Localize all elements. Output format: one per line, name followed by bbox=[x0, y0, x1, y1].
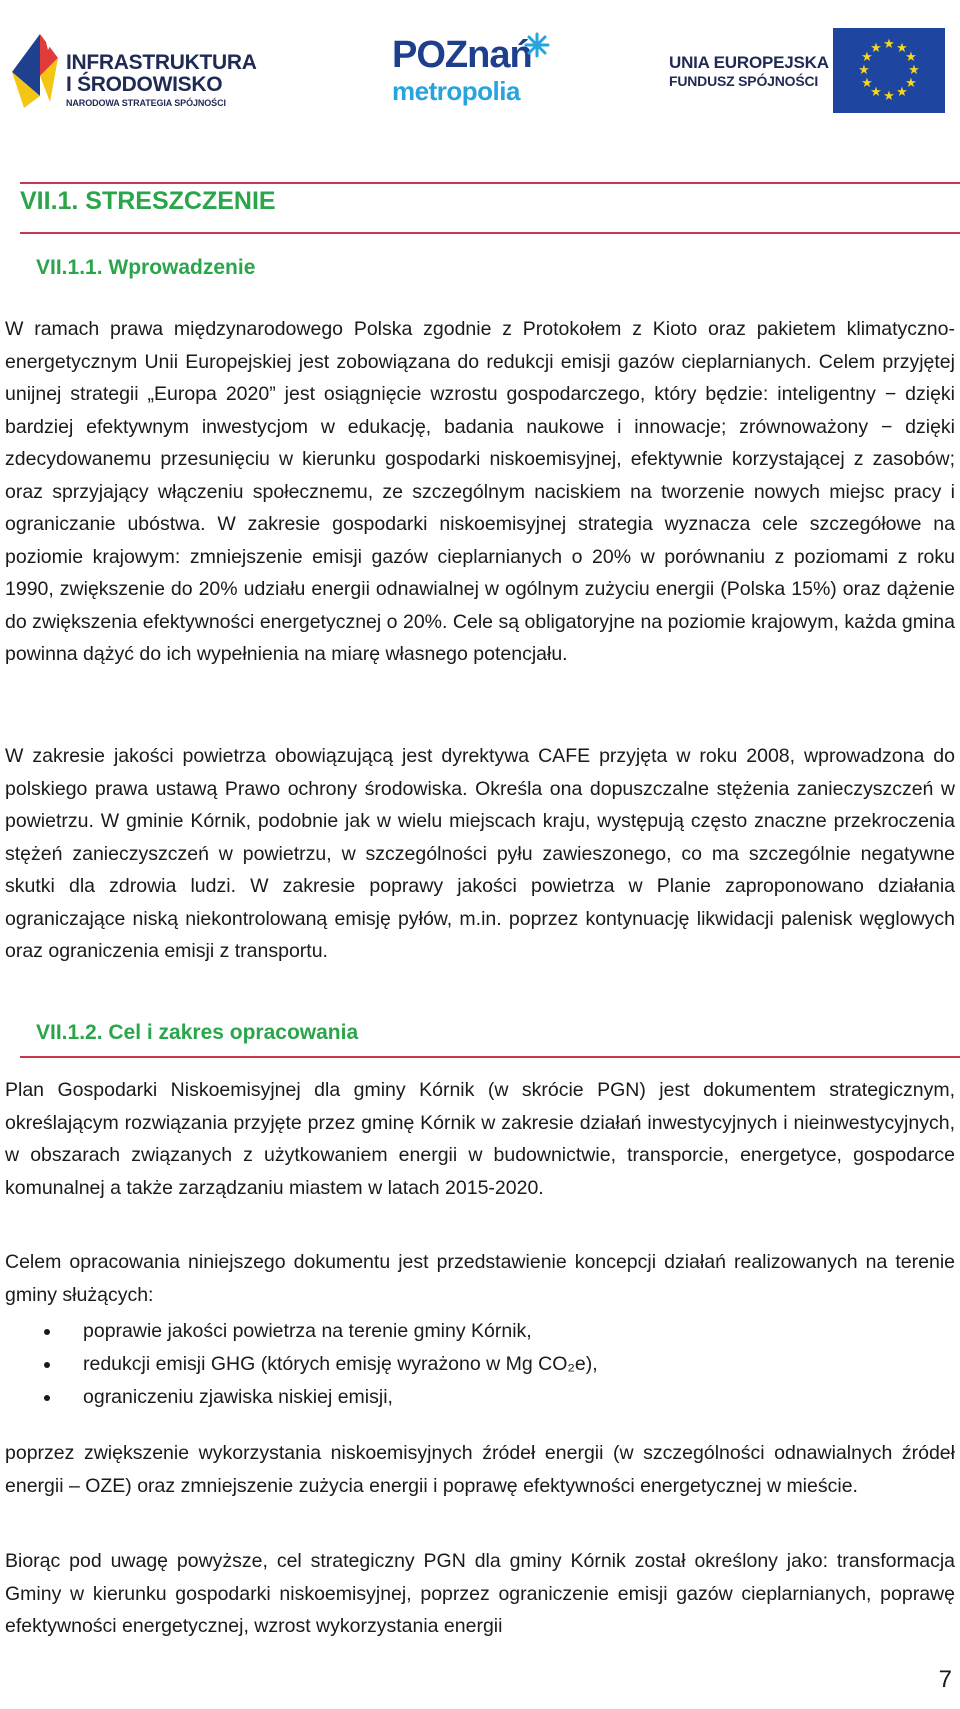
section-divider bbox=[20, 232, 960, 234]
section-title: VII.1. STRESZCZENIE bbox=[20, 187, 276, 215]
svg-text:★: ★ bbox=[908, 63, 920, 78]
unia-europejska-logo bbox=[655, 28, 945, 118]
bullet-icon bbox=[44, 1395, 50, 1401]
list-item bbox=[0, 1381, 960, 1414]
logo-center-line2: metropolia bbox=[392, 76, 520, 106]
section-divider-top bbox=[20, 182, 960, 184]
svg-text:★: ★ bbox=[870, 41, 882, 56]
infrastruktura-srodowisko-logo bbox=[10, 30, 257, 110]
list-item-text: poprawie jakości powietrza na terenie gminy Kórnik, bbox=[83, 1320, 532, 1342]
list-item-text: redukcji emisji GHG (których emisję wyrażono w Mg CO₂e), bbox=[83, 1353, 598, 1375]
svg-text:★: ★ bbox=[870, 85, 882, 100]
svg-text:★: ★ bbox=[896, 41, 908, 56]
paragraph-goal-intro: Celem opracowania niniejszego dokumentu jest przedstawienie koncepcji działań realizowanych na terenie gminy służących: bbox=[5, 1251, 955, 1306]
logo-left-line3: NARODOWA STRATEGIA SPÓJNOŚCI bbox=[66, 98, 226, 108]
bullet-icon bbox=[44, 1362, 50, 1368]
logo-emblem-icon bbox=[10, 32, 62, 110]
subsection-divider bbox=[20, 1056, 960, 1058]
subsection-title-introduction: VII.1.1. Wprowadzenie bbox=[36, 256, 256, 279]
svg-text:★: ★ bbox=[858, 63, 870, 78]
svg-text:★: ★ bbox=[883, 89, 895, 104]
logo-right-line1: UNIA EUROPEJSKA bbox=[669, 53, 829, 72]
paragraph-introduction: W ramach prawa międzynarodowego Polska zgodnie z Protokołem z Kioto oraz pakietem klimatyczno-energetycznym Unii Europejskiej jest zobowiązana do redukcji emisji gazów cieplarnianych. Celem przyjętej unijnej strategii „Europa 2020” jest osiągnięcie wzrostu gospodarczego, który będzie: inteligentny − dzięki bardziej efektywnym inwestycjom w edukację, badania naukowe i innowacje; zrównoważony − dzięki zdecydowanemu przesunięciu w kierunku gospodarki niskoemisyjnej, efektywnie korzystającej z zasobów; oraz sprzyjający włączeniu społecznemu, ze szczególnym naciskiem na tworzenie nowych miejsc pracy i ograniczanie ubóstwa. W zakresie gospodarki niskoemisyjnej strategia wyznacza cele szczegółowe na poziomie krajowym: zmniejszenie emisji gazów cieplarnianych o 20% w porównaniu z poziomami z roku 1990, zwiększenie do 20% udziału energii odnawialnej w ogólnym zużyciu energii (Polska 15%) oraz dążenie do zwiększenia efektywności energetycznej o 20%. Cele są obligatoryjne na poziomie krajowym, każda gmina powinna dążyć do ich wypełnienia na miarę własnego potencjału. bbox=[5, 318, 955, 665]
star-icon bbox=[524, 32, 550, 58]
svg-text:★: ★ bbox=[883, 37, 895, 52]
list-item bbox=[0, 1348, 960, 1381]
logo-left-line2: I ŚRODOWISKO bbox=[66, 73, 223, 96]
svg-text:★: ★ bbox=[861, 76, 873, 91]
bullet-icon bbox=[44, 1329, 50, 1335]
eu-flag-icon bbox=[833, 28, 945, 113]
logo-center-line1: POZnań bbox=[392, 34, 532, 76]
svg-text:★: ★ bbox=[861, 50, 873, 65]
list-item-text: ograniczeniu zjawiska niskiej emisji, bbox=[83, 1386, 393, 1408]
list-item bbox=[0, 1315, 960, 1348]
subsection-title-scope: VII.1.2. Cel i zakres opracowania bbox=[36, 1021, 359, 1044]
paragraph-means: poprzez zwiększenie wykorzystania niskoemisyjnych źródeł energii (w szczególności odnawialnych źródeł energii – OZE) oraz zmniejszenie zużycia energii i poprawę efektywności energetycznej w mieście. bbox=[5, 1442, 955, 1497]
svg-text:★: ★ bbox=[905, 50, 917, 65]
page-number: 7 bbox=[938, 1666, 952, 1693]
svg-text:★: ★ bbox=[896, 85, 908, 100]
logo-left-line1: INFRASTRUKTURA bbox=[66, 51, 257, 74]
svg-text:★: ★ bbox=[905, 76, 917, 91]
poznan-metropolia-logo bbox=[390, 32, 590, 112]
logo-right-line2: FUNDUSZ SPÓJNOŚCI bbox=[669, 73, 819, 89]
goals-list bbox=[0, 1315, 960, 1414]
paragraph-strategic-goal: Biorąc pod uwagę powyższe, cel strategiczny PGN dla gminy Kórnik został określony jako: transformacja Gminy w kierunku gospodarki niskoemisyjnej, poprzez ograniczenie emisji gazów cieplarnianych, poprawę efektywności energetycznej, wzrost wykorzystania energii bbox=[5, 1550, 955, 1637]
paragraph-pgn-definition: Plan Gospodarki Niskoemisyjnej dla gminy Kórnik (w skrócie PGN) jest dokumentem strategicznym, określającym rozwiązania przyjęte przez gminę Kórnik w zakresie działań inwestycyjnych i nieinwestycyjnych, w obszarach związanych z użytkowaniem energii w budownictwie, transporcie, energetyce, gospodarce komunalnej a także zarządzaniu miastem w latach 2015-2020. bbox=[5, 1079, 955, 1199]
paragraph-air-quality: W zakresie jakości powietrza obowiązującą jest dyrektywa CAFE przyjęta w roku 2008, wprowadzona do polskiego prawa ustawą Prawo ochrony środowiska. Określa ona dopuszczalne stężenia zanieczyszczeń w powietrzu. W gminie Kórnik, podobnie jak w wielu miejscach kraju, występują często znaczne przekroczenia stężeń zanieczyszczeń w powietrzu, w szczególności pyłu zawieszonego, co ma szczególnie negatywne skutki dla zdrowia ludzi. W zakresie poprawy jakości powietrza w Planie zaproponowano działania ograniczające niską niekontrolowaną emisję pyłów, m.in. poprzez kontynuację likwidacji palenisk węglowych oraz ograniczenia emisji z transportu. bbox=[5, 745, 955, 962]
